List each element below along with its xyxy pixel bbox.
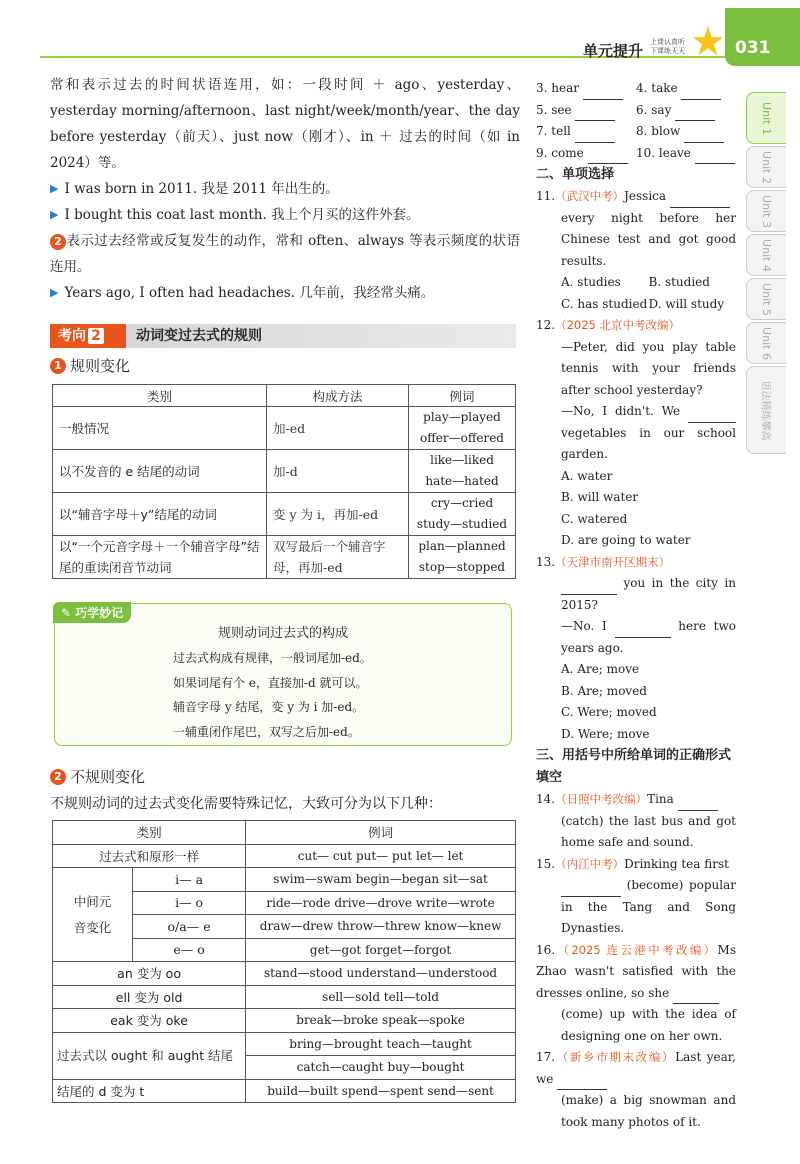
table-row: 以“辅音字母＋y”结尾的动词 变 y 为 i，再加-ed cry—cried study—studied (53, 493, 516, 536)
table-row: ell 变为 old sell—sold tell—told (53, 985, 516, 1009)
table-row: an 变为 oo stand—stood understand—understood (53, 962, 516, 986)
tab-grammar-practice[interactable]: 语法精练攀高 (746, 366, 786, 454)
example-sentence: ▶ Years ago, I often had headaches. 几年前，我经常头痛。 (50, 280, 520, 306)
table-row: 以不发音的 e 结尾的动词 加-d like—liked hate—hated (53, 450, 516, 493)
topic-tag: 考向 2 (50, 324, 126, 348)
tab-unit-5[interactable]: Unit 5 (746, 278, 786, 320)
triangle-bullet-icon: ▶ (50, 182, 59, 195)
table-row: 中间元音变化 i— a swim—swam begin—began sit—sat (53, 868, 516, 892)
regular-verbs-table (52, 384, 516, 579)
vowel-change-category: 中间元音变化 (53, 868, 133, 962)
number-badge: 1 (50, 358, 66, 374)
triangle-bullet-icon: ▶ (50, 208, 59, 221)
topic-heading-bar (50, 324, 516, 348)
header-slogan: 上课认真听 下课练天天 (650, 38, 685, 55)
table-row: 过去式以 ought 和 aught 结尾 bring—brought teach—taught (53, 1032, 516, 1056)
answer-blank[interactable] (561, 594, 617, 595)
tip-rhyme: 过去式构成有规律，一般词尾加-ed。 如果词尾有个 e，直接加-d 就可以。 辅音字母 y 结尾，变 y 为 i 加-ed。 一辅重闭作尾巴，双写之后加-ed。 (173, 651, 372, 739)
table-row: o/a— e draw—drew throw—threw know—knew (53, 915, 516, 939)
irregular-intro: 不规则动词的过去式变化需要特殊记忆，大致可分为以下几种： (50, 796, 442, 812)
number-badge: 2 (50, 769, 66, 785)
tip-title: 规则动词过去式的构成 (217, 626, 348, 641)
answer-blank[interactable] (688, 422, 736, 423)
section-title: 单元提升 (583, 42, 644, 60)
table-row: 一般情况 加-ed play—played offer—offered (53, 407, 516, 450)
table-row: catch—caught buy—bought (53, 1056, 516, 1080)
word-row: 5. see 6. say (536, 100, 736, 122)
tab-unit-4[interactable]: Unit 4 (746, 234, 786, 276)
section-heading: 二、单项选择 (536, 167, 615, 182)
table-row: eak 变为 oke break—broke speak—spoke (53, 1009, 516, 1033)
question-17: 17.（新乡市期末改编）Last year, we (536, 1047, 736, 1090)
tab-unit-1[interactable]: Unit 1 (746, 92, 786, 144)
tab-unit-6[interactable]: Unit 6 (746, 322, 786, 364)
table-row: 以“一个元音字母＋一个辅音字母”结尾的重读闭音节动词 双写最后一个辅音字母，再加-ed plan—planned stop—stopped (53, 536, 516, 579)
word-row: 7. tell 8. blow (536, 121, 736, 143)
usage-paragraph: 常和表示过去的时间状语连用，如：一段时间 ＋ ago、yesterday、yesterday morning/afternoon、last night/week/month/year、the day before yesterday（前天）、just now（刚才）、in ＋ 过去的时间（如 in 2024）等。 (50, 77, 520, 171)
table-header-row: 类别 例词 (53, 821, 516, 845)
star-mascot-icon: ★ (690, 19, 726, 65)
answer-blank[interactable] (695, 163, 735, 164)
answer-blank[interactable] (615, 637, 671, 638)
section-heading: 三、用括号中所给单词的正确形式填空 (536, 748, 732, 785)
memory-tip-box (54, 603, 512, 746)
usage-rule-2: 2 表示过去经常或反复发生的动作，常和 often、always 等表示频度的状语连用。 (50, 233, 520, 275)
example-sentence: ▶ I was born in 2011. 我是 2011 年出生的。 (50, 176, 520, 202)
topic-title: 动词变过去式的规则 (136, 328, 262, 344)
unit-side-tabs (746, 92, 786, 456)
word-row: 3. hear 4. take (536, 78, 736, 100)
irregular-heading: 2 不规则变化 (50, 766, 145, 787)
tab-unit-2[interactable]: Unit 2 (746, 146, 786, 188)
options: A. studies B. studied (561, 275, 710, 289)
question-16: 16.（2025 连云港中考改编）Ms Zhao wasn't satisfied with the dresses online, so she (536, 940, 736, 1005)
question-11: 11.（武汉中考）Jessica (536, 186, 736, 208)
pin-icon: ✎ (61, 606, 76, 620)
table-row: e— o get—got forget—forgot (53, 938, 516, 962)
table-header-row: 类别 构成方法 例词 (53, 385, 516, 407)
number-badge: 2 (50, 234, 66, 250)
question-13: 13.（天津市南开区期末） (536, 554, 671, 569)
word-row: 9. come 10. leave (536, 143, 736, 165)
table-row: i— o ride—rode drive—drove write—wrote (53, 891, 516, 915)
example-sentence: ▶ I bought this coat last month. 我上个月买的这件外套。 (50, 202, 520, 228)
question-14: 14.（日照中考改编）Tina (536, 789, 736, 811)
exercise-column: 3. hear 4. take 5. see 6. say 7. tell 8. blow 9. come 10. leave 二、单项选择 11.（武汉中考）Jessica every night before her Chinese test and got good results. A. studies B. studied C. has studied D. will study 12.（2025 北京中考改编） —Peter, did you play table tennis with your friends after school yesterday? —No, I didn't. We vegetables in our school garden. A. water B. will water C. watered D. are going to water 13.（天津市南开区期末） you in the city in 2015? —No. I here two years ago. A. Are; move B. Are; moved C. Were; moved D. Were; move 三、用括号中所给单词的正确形式填空 14.（日照中考改编）Tina (catch) the last bus and got home safe and sound. 15.（内江中考）Drinking tea first (become) popular in the Tang and Song Dynasties. 16.（2025 连云港中考改编）Ms Zhao wasn't satisfied with the dresses online, so she (come) up with the idea of designing one on her own. 17.（新乡市期末改编）Last year, we (make) a big snowman and took many photos of it. (536, 78, 736, 1133)
irregular-verbs-table (52, 820, 516, 1103)
page-number: 031 (735, 38, 771, 58)
question-12: 12.（2025 北京中考改编） (536, 318, 681, 332)
triangle-bullet-icon: ▶ (50, 286, 59, 299)
page-header (0, 0, 800, 66)
table-row: 结尾的 d 变为 t build—built spend—spent send—sent (53, 1079, 516, 1103)
grammar-notes (50, 72, 520, 306)
tip-tag: ✎ 巧学妙记 (53, 602, 131, 623)
answer-blank[interactable] (561, 896, 621, 897)
tab-unit-3[interactable]: Unit 3 (746, 190, 786, 232)
question-15: 15.（内江中考）Drinking tea first (536, 856, 729, 871)
regular-heading: 1 规则变化 (50, 355, 130, 376)
table-row: 过去式和原形一样 cut— cut put— put let— let (53, 844, 516, 868)
options: C. has studied D. will study (561, 296, 725, 311)
